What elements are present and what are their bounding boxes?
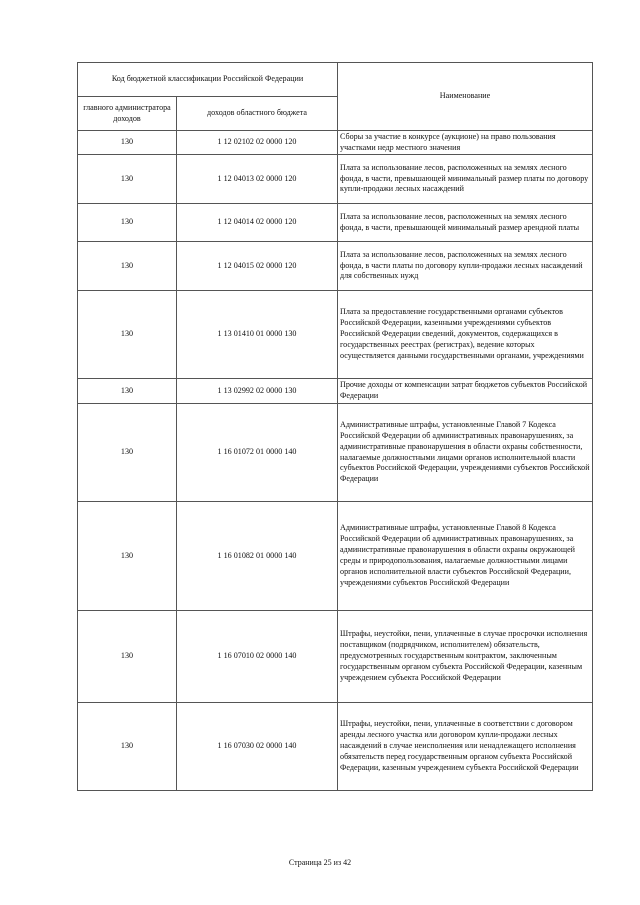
table-row (78, 155, 593, 204)
income-name-cell: Административные штрафы, установленные Главой 7 Кодекса Российской Федерации об административных правонарушениях, за административные правонарушения в области охраны собственности, налагаемые должностными лицами органов исполнительной власти субъектов Российской Федерации, учреждениями субъектов Российской Федерации (338, 404, 593, 502)
admin-code-cell: 130 (78, 379, 177, 404)
header-name: Наименование (338, 63, 593, 131)
admin-code-cell: 130 (78, 242, 177, 291)
income-name-cell: Штрафы, неустойки, пени, уплаченные в случае просрочки исполнения поставщиком (подрядчиком, исполнителем) обязательств, предусмотренных государственным контрактом, заключенным государственным органом субъекта Российской Федерации, казенным учреждением субъекта Российской Федерации (338, 611, 593, 703)
table-row (78, 703, 593, 791)
income-name-cell: Плата за использование лесов, расположенных на землях лесного фонда, в части, превышающей минимальный размер платы по договору купли-продажи лесных насаждений (338, 155, 593, 204)
admin-code-cell: 130 (78, 204, 177, 242)
income-code-cell: 1 12 02102 02 0000 120 (177, 131, 338, 155)
budget-classification-table (77, 62, 593, 791)
table-row (78, 502, 593, 611)
table-row (78, 204, 593, 242)
income-name-cell: Административные штрафы, установленные Главой 8 Кодекса Российской Федерации об административных правонарушениях, за административные правонарушения в области охраны окружающей среды и природопользования, налагаемые должностными лицами органов исполнительной власти субъектов Российской Федерации, учреждениями субъектов Российской Федерации (338, 502, 593, 611)
income-name-cell: Плата за предоставление государственными органами субъектов Российской Федерации, казенными учреждениями субъектов Российской Федерации сведений, документов, содержащихся в государственных реестрах (регистрах), ведение которых осуществляется данными государственными органами, учреждениями (338, 291, 593, 379)
income-code-cell: 1 16 01072 01 0000 140 (177, 404, 338, 502)
header-classification-code: Код бюджетной классификации Российской Федерации (78, 63, 338, 97)
table-body (78, 131, 593, 791)
admin-code-cell: 130 (78, 404, 177, 502)
income-code-cell: 1 12 04014 02 0000 120 (177, 204, 338, 242)
income-name-cell: Штрафы, неустойки, пени, уплаченные в соответствии с договором аренды лесного участка или договором купли-продажи лесных насаждений в случае неисполнения или ненадлежащего исполнения обязательств перед государственным органом субъекта Российской Федерации, казенным учреждением субъекта Российской Федерации (338, 703, 593, 791)
admin-code-cell: 130 (78, 502, 177, 611)
income-code-cell: 1 16 07010 02 0000 140 (177, 611, 338, 703)
table-row (78, 131, 593, 155)
table-row (78, 291, 593, 379)
income-name-cell: Сборы за участие в конкурсе (аукционе) на право пользования участками недр местного значения (338, 131, 593, 155)
page-number: Страница 25 из 42 (288, 858, 352, 867)
table-row (78, 404, 593, 502)
header-chief-administrator: главного администратора доходов (78, 97, 177, 131)
table-row (78, 379, 593, 404)
income-code-cell: 1 16 07030 02 0000 140 (177, 703, 338, 791)
income-name-cell: Прочие доходы от компенсации затрат бюджетов субъектов Российской Федерации (338, 379, 593, 404)
admin-code-cell: 130 (78, 291, 177, 379)
income-code-cell: 1 12 04015 02 0000 120 (177, 242, 338, 291)
income-code-cell: 1 13 01410 01 0000 130 (177, 291, 338, 379)
income-code-cell: 1 13 02992 02 0000 130 (177, 379, 338, 404)
header-regional-income: доходов областного бюджета (177, 97, 338, 131)
income-name-cell: Плата за использование лесов, расположенных на землях лесного фонда, в части, превышающей минимальный размер арендной платы (338, 204, 593, 242)
admin-code-cell: 130 (78, 131, 177, 155)
table-row (78, 242, 593, 291)
table-row (78, 611, 593, 703)
income-name-cell: Плата за использование лесов, расположенных на землях лесного фонда, в части платы по договору купли-продажи лесных насаждений для собственных нужд (338, 242, 593, 291)
income-code-cell: 1 12 04013 02 0000 120 (177, 155, 338, 204)
income-code-cell: 1 16 01082 01 0000 140 (177, 502, 338, 611)
admin-code-cell: 130 (78, 611, 177, 703)
admin-code-cell: 130 (78, 703, 177, 791)
admin-code-cell: 130 (78, 155, 177, 204)
